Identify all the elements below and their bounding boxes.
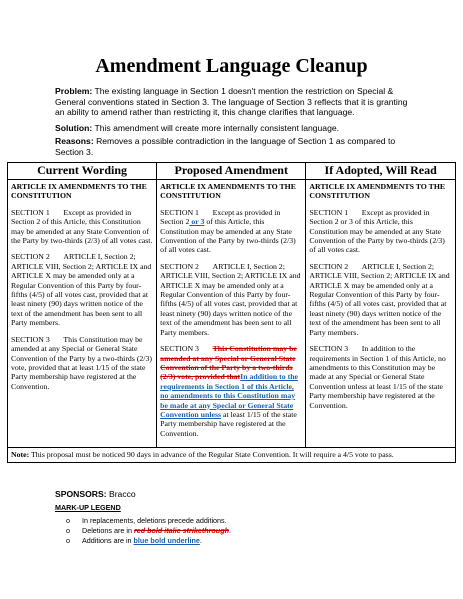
section-1-text: SECTION 1 Except as provided in Section 2 or 3 of this Article, this Constitution may be amended at any State Convention of the Party by two-thirds (2/3) of all votes cast.: [309, 207, 445, 255]
section-1-text: SECTION 1 Except as provided in Section 2 of this Article, this Constitution may be amended at any State Convention of the Party by two-thirds (2/3) of all votes cast.: [11, 207, 153, 246]
if-adopted-cell: [306, 180, 456, 448]
markup-legend-list: [66, 516, 231, 547]
note-row: [8, 448, 456, 462]
article-heading: ARTICLE IX AMENDMENTS TO THE CONSTITUTION: [11, 182, 147, 201]
legend-item-punct: .: [199, 536, 202, 546]
section-1-text: [160, 208, 302, 255]
section-3-text: SECTION 3 In addition to the requirements in Section 1 of this Article, no amendments to this Constitution may be made at any Special or General State Convention unless at least 1/15 of the state Party membership have registered at the Convention.: [309, 344, 446, 410]
section-3-addition: In addition to the requirements in Section 1 of this Article, no amendments to this Constitution may be made at any Special or General State Convention unless: [160, 372, 299, 419]
section-3-label: SECTION 3: [160, 344, 213, 354]
bullet-icon: o: [66, 536, 70, 546]
table-header-row: [8, 163, 456, 180]
solution-paragraph: [55, 123, 413, 134]
deletion-style-sample: red bold italic strikethrough: [133, 526, 229, 536]
bullet-icon: o: [66, 526, 70, 536]
solution-label: Solution:: [55, 123, 93, 133]
reasons-paragraph: [55, 136, 413, 157]
note-text: This proposal must be noticed 90 days in advance of the Regular State Convention. It will require a 4/5 vote to pass.: [29, 450, 394, 460]
note-label: Note:: [11, 450, 30, 460]
sponsors-value: Bracco: [106, 489, 136, 499]
comparison-table: [7, 162, 456, 463]
addition-style-sample: blue bold underline: [133, 536, 200, 546]
header-current-wording: Current Wording: [8, 163, 157, 180]
section-1-text-start: SECTION 1 Except as provided in Section 2: [160, 207, 281, 227]
list-item: [66, 526, 231, 536]
reasons-label: Reasons:: [55, 136, 94, 146]
reasons-text: Removes a possible contradiction in the language of Section 1 as compared to Section 3.: [55, 136, 396, 157]
header-if-adopted: If Adopted, Will Read: [306, 163, 456, 180]
document-title: Amendment Language Cleanup: [95, 55, 368, 77]
section-2-text: SECTION 2 ARTICLE I, Section 2; ARTICLE VIII, Section 2; ARTICLE IX and ARTICLE X may be amended only at a Regular Convention of this Party by four-fifths (4/5) of all votes cast, provided that at least ninety (90) days written notice of the text of the amendment has been sent to all Party members.: [160, 261, 301, 337]
article-heading: ARTICLE IX AMENDMENTS TO THE CONSTITUTION: [309, 182, 446, 201]
legend-item-text: In replacements, deletions precede additions.: [82, 516, 227, 525]
legend-item-text: Additions are in: [82, 536, 134, 546]
solution-text: This amendment will create more internally consistent language.: [92, 123, 340, 133]
section-2-text: SECTION 2 ARTICLE I, Section 2; ARTICLE VIII, Section 2; ARTICLE IX and ARTICLE X may be amended only at a Regular Convention of this Party by four-fifths (4/5) of all votes cast, provided that at least ninety (90) days written notice of the text of the amendment has been sent to all Party members.: [11, 252, 152, 328]
article-heading: ARTICLE IX AMENDMENTS TO THE CONSTITUTION: [160, 182, 296, 201]
legend-item-punct: .: [228, 526, 231, 536]
sponsors-line: [55, 489, 136, 499]
markup-legend-heading: MARK-UP LEGEND: [55, 503, 121, 512]
list-item: [66, 536, 231, 546]
bullet-icon: o: [66, 516, 70, 525]
header-proposed-amendment: Proposed Amendment: [157, 163, 306, 180]
problem-label: Problem:: [55, 86, 93, 96]
sponsors-label: SPONSORS:: [55, 489, 107, 499]
list-item: [66, 516, 231, 526]
section-3-text: SECTION 3 This Constitution may be amended at any Special or General State Convention of the Party by a two-thirds (2/3) vote, provided that at least 1/15 of the state Party membership have registered at the Convention.: [11, 334, 152, 391]
section-3-text: [160, 344, 302, 438]
table-row: [8, 180, 456, 448]
problem-text: The existing language in Section 1 doesn't mention the restriction on Special & General conventions stated in Section 3. The language of Section 3 reflects that it is granting an ability to amend rather than restricting it, this change clarifies that language.: [55, 86, 408, 118]
legend-item-text: Deletions are in: [82, 526, 134, 536]
section-2-text: SECTION 2 ARTICLE I, Section 2; ARTICLE VIII, Section 2; ARTICLE IX and ARTICLE X may be amended only at a Regular Convention of this Party by four-fifths (4/5) of all votes cast, provided that at least ninety (90) days written notice of the text of the amendment has been sent to all Party members.: [309, 261, 450, 337]
section-3-deletion: This Constitution may be amended at any Special or General State Convention of the Party by a two-thirds (2/3) vote, provided that: [160, 344, 297, 382]
problem-paragraph: [55, 86, 413, 118]
section-1-addition: or 3: [189, 217, 205, 227]
proposed-amendment-cell: [157, 180, 306, 448]
note-cell: [8, 448, 456, 462]
section-3-text-end: at least 1/15 of the state Party membership have registered at the Convention.: [160, 409, 297, 438]
section-1-text-end: of this Article, this Constitution may be amended at any State Convention of the Party by two-thirds (2/3) of all votes cast.: [160, 217, 296, 255]
current-wording-cell: [8, 180, 157, 448]
